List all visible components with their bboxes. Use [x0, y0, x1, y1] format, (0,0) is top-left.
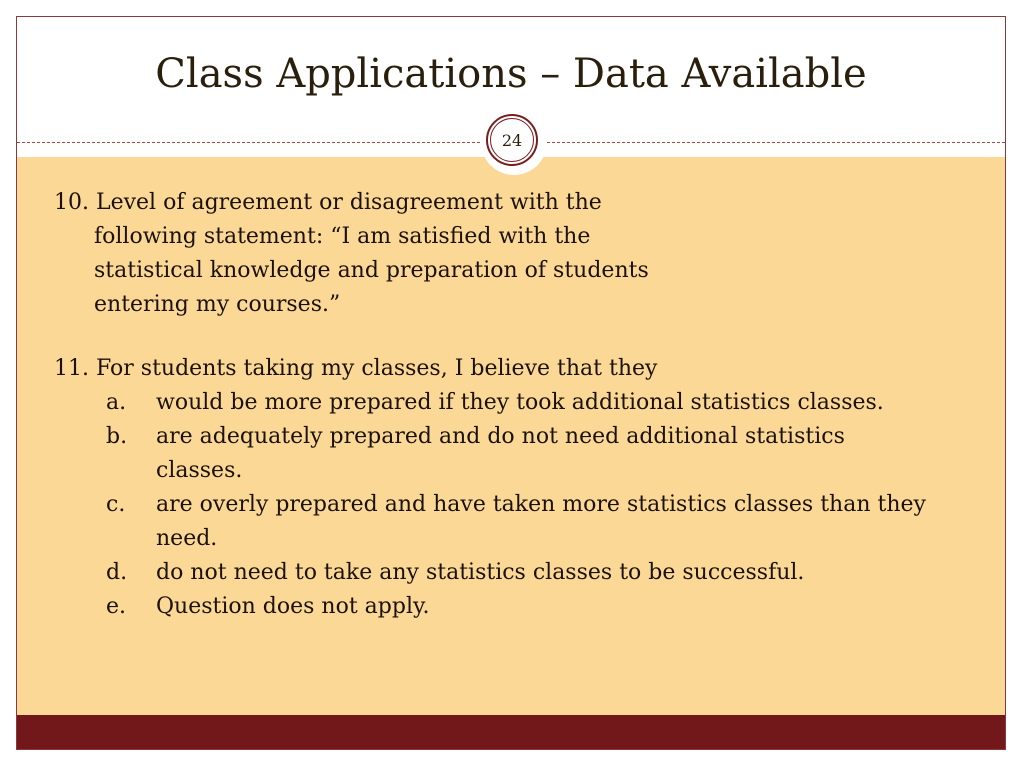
option-letter: d.: [106, 560, 128, 585]
option-text: would be more prepared if they took additional statistics classes.: [156, 390, 884, 415]
answer-option: [54, 386, 954, 420]
question-11: [54, 352, 954, 624]
question-10-line: statistical knowledge and preparation of students: [94, 258, 649, 283]
page-number: 24: [490, 118, 534, 162]
option-letter: b.: [106, 424, 128, 449]
page-number-badge: [486, 114, 538, 166]
answer-option: [54, 488, 954, 556]
option-text: Question does not apply.: [156, 594, 430, 619]
option-letter: e.: [106, 594, 127, 619]
question-10-line: entering my courses.”: [94, 292, 341, 317]
slide-body: [54, 186, 954, 624]
answer-option: [54, 590, 954, 624]
option-text: are overly prepared and have taken more statistics classes than they need.: [156, 492, 926, 551]
answer-option: [54, 556, 954, 590]
option-text: do not need to take any statistics classes to be successful.: [156, 560, 805, 585]
footer-bar: [17, 715, 1005, 749]
option-letter: a.: [106, 390, 127, 415]
option-letter: c.: [106, 492, 126, 517]
question-10: [54, 186, 954, 322]
option-text: are adequately prepared and do not need additional statistics classes.: [156, 424, 845, 483]
question-10-line: 10. Level of agreement or disagreement with the: [54, 190, 602, 215]
answer-option: [54, 420, 954, 488]
question-11-stem: 11. For students taking my classes, I believe that they: [54, 356, 658, 381]
spacer: [54, 322, 954, 352]
answer-options: [54, 386, 954, 624]
question-10-line: following statement: “I am satisfied with the: [94, 224, 591, 249]
slide-title: Class Applications – Data Available: [155, 51, 867, 97]
